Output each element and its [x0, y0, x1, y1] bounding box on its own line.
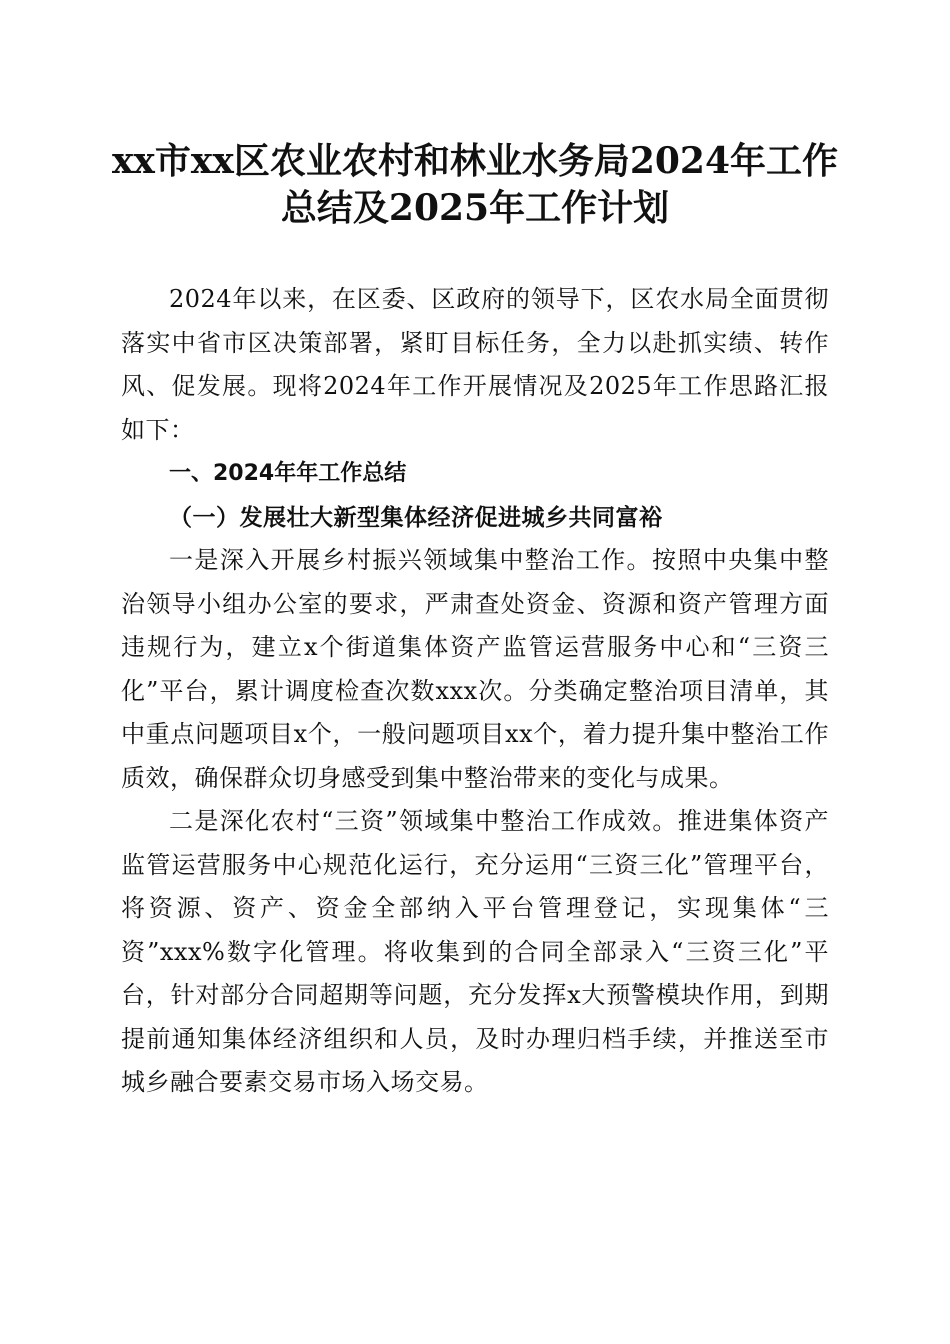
section-heading-1: 一、2024年年工作总结: [169, 461, 407, 486]
subsection-heading-1: （一）发展壮大新型集体经济促进城乡共同富裕: [169, 503, 663, 531]
document-body: [121, 278, 829, 1105]
body-paragraph-2: 二是深化农村“三资”领域集中整治工作成效。推进集体资产监管运营服务中心规范化运行，充分运用“三资三化”管理平台，将资源、资产、资金全部纳入平台管理登记，实现集体“三资”xxx%数字化管理。将收集到的合同全部录入“三资三化”平台，针对部分合同超期等问题，充分发挥x大预警模块作用，到期提前通知集体经济组织和人员，及时办理归档手续，并推送至市城乡融合要素交易市场入场交易。: [121, 807, 829, 1096]
title-line-2: 总结及2025年工作计划: [280, 187, 670, 229]
intro-paragraph: 2024年以来，在区委、区政府的领导下，区农水局全面贯彻落实中省市区决策部署，紧盯目标任务，全力以赴抓实绩、转作风、促发展。现将2024年工作开展情况及2025年工作思路汇报如下：: [121, 285, 829, 444]
document-title: [100, 138, 850, 232]
body-paragraph-1: 一是深入开展乡村振兴领域集中整治工作。按照中央集中整治领导小组办公室的要求，严肃查处资金、资源和资产管理方面违规行为，建立x个街道集体资产监管运营服务中心和“三资三化”平台，累计调度检查次数xxx次。分类确定整治项目清单，其中重点问题项目x个，一般问题项目xx个，着力提升集中整治工作质效，确保群众切身感受到集中整治带来的变化与成果。: [121, 546, 829, 792]
title-line-1: xx市xx区农业农村和林业水务局2024年工作: [111, 140, 839, 182]
